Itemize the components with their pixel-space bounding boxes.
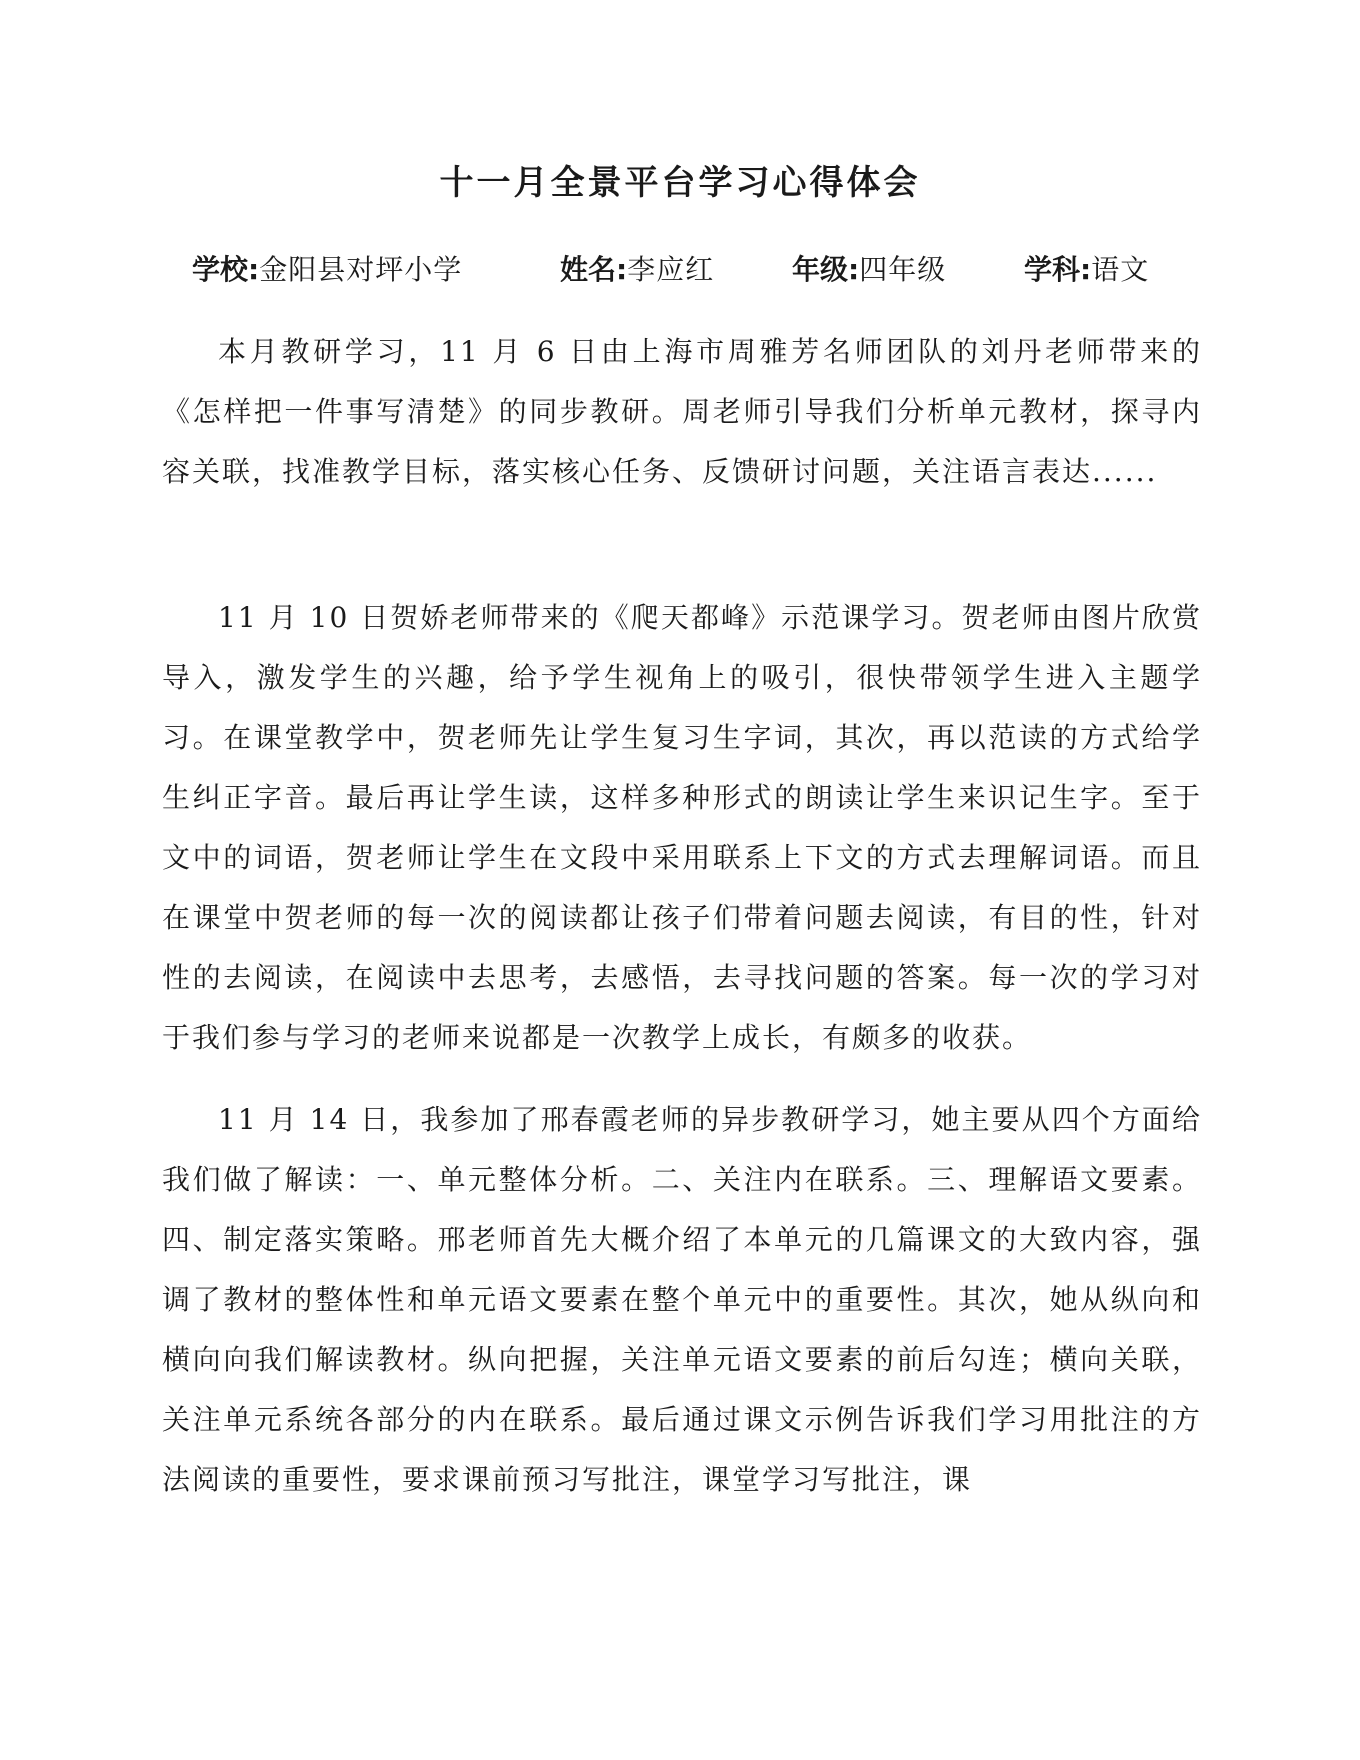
name-field	[560, 248, 714, 292]
name-label: 姓名:	[560, 253, 628, 286]
page-title: 十一月全景平台学习心得体会	[439, 163, 921, 203]
school-value: 金阳县对坪小学	[259, 253, 463, 286]
paragraph-3: 11 月 14 日，我参加了邢春霞老师的异步教研学习，她主要从四个方面给我们做了解读：一、单元整体分析。二、关注内在联系。三、理解语文要素。四、制定落实策略。邢老师首先大概介绍了本单元的几篇课文的大致内容，强调了教材的整体性和单元语文要素在整个单元中的重要性。其次，她从纵向和横向向我们解读教材。纵向把握，关注单元语文要素的前后勾连；横向关联，关注单元系统各部分的内在联系。最后通过课文示例告诉我们学习用批注的方法阅读的重要性，要求课前预习写批注，课堂学习写批注，课	[162, 1103, 1202, 1496]
subject-field	[1024, 248, 1149, 292]
paragraph-1: 本月教研学习，11 月 6 日由上海市周雅芳名师团队的刘丹老师带来的《怎样把一件事写清楚》的同步教研。周老师引导我们分析单元教材，探寻内容关联，找准教学目标，落实核心任务、反馈研讨问题，关注语言表达......	[162, 335, 1202, 488]
paragraph-2: 11 月 10 日贺娇老师带来的《爬天都峰》示范课学习。贺老师由图片欣赏导入，激发学生的兴趣，给予学生视角上的吸引，很快带领学生进入主题学习。在课堂教学中，贺老师先让学生复习生字词，其次，再以范读的方式给学生纠正字音。最后再让学生读，这样多种形式的朗读让学生来识记生字。至于文中的词语，贺老师让学生在文段中采用联系上下文的方式去理解词语。而且在课堂中贺老师的每一次的阅读都让孩子们带着问题去阅读，有目的性，针对性的去阅读，在阅读中去思考，去感悟，去寻找问题的答案。每一次的学习对于我们参与学习的老师来说都是一次教学上成长，有颇多的收获。	[162, 601, 1202, 1054]
subject-value: 语文	[1091, 253, 1150, 286]
school-field	[192, 248, 462, 292]
subject-label: 学科:	[1024, 253, 1092, 286]
grade-field	[792, 248, 946, 292]
grade-value: 四年级	[859, 253, 947, 286]
name-value: 李应红	[627, 253, 715, 286]
grade-label: 年级:	[792, 253, 860, 286]
school-label: 学校:	[192, 253, 260, 286]
